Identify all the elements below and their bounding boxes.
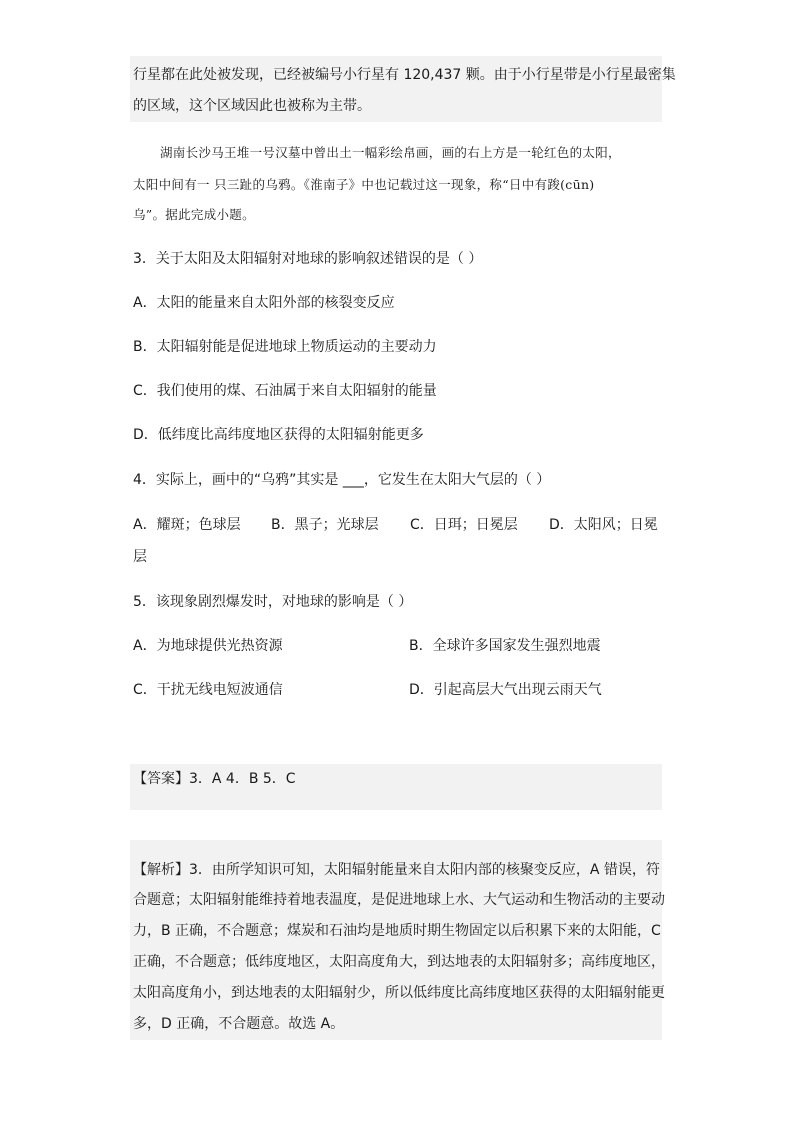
question-3-option-b: B．太阳辐射能是促进地球上物质运动的主要动力: [133, 339, 437, 355]
analysis-line-3: 力，B 正确，不合题意；煤炭和石油均是地质时期生物固定以后积累下来的太阳能，C: [133, 923, 661, 939]
question-4-stem: 4．实际上，画中的“乌鸦”其实是 ___，它发生在太阳大气层的（ ）: [133, 472, 551, 488]
question-5-option-d: D．引起高层大气出现云雨天气: [409, 682, 602, 698]
passage-line-1: 湖南长沙马王堆一号汉墓中曾出土一幅彩绘帛画，画的右上方是一轮红色的太阳，: [160, 145, 621, 160]
question-3-stem: 3．关于太阳及太阳辐射对地球的影响叙述错误的是（ ）: [133, 251, 483, 267]
question-4-option-a: A．耀斑；色球层: [133, 517, 241, 533]
answer-line: 【答案】3．A 4．B 5．C: [133, 771, 296, 787]
analysis-line-5: 太阳高度角小，到达地表的太阳辐射少，所以低纬度比高纬度地区获得的太阳辐射能更: [133, 985, 665, 1001]
question-3-option-d: D．低纬度比高纬度地区获得的太阳辐射能更多: [133, 427, 424, 443]
question-3-option-a: A．太阳的能量来自太阳外部的核裂变反应: [133, 295, 395, 311]
passage-line-2: 太阳中间有一 只三趾的乌鸦。《淮南子》中也记载过这一现象，称“日中有踆(cūn): [133, 177, 595, 192]
intro-line-2: 的区域，这个区域因此也被称为主带。: [133, 98, 371, 114]
question-5-option-b: B．全球许多国家发生强烈地震: [409, 638, 601, 654]
question-4-options-row: [133, 515, 658, 535]
question-4-option-c: C．日珥；日冕层: [410, 517, 518, 533]
question-3-option-c: C．我们使用的煤、石油属于来自太阳辐射的能量: [133, 383, 437, 399]
question-4-option-d: D．太阳风；日冕: [549, 517, 658, 533]
analysis-line-4: 正确，不合题意；低纬度地区，太阳高度角大，到达地表的太阳辐射多；高纬度地区，: [133, 954, 665, 970]
passage-line-3: 乌”。据此完成小题。: [133, 207, 255, 222]
question-4-option-b: B．黑子；光球层: [271, 517, 379, 533]
intro-line-1: 行星都在此处被发现，已经被编号小行星有 120,437 颗。由于小行星带是小行星最密集: [133, 67, 676, 83]
analysis-line-1: 【解析】3．由所学知识可知，太阳辐射能量来自太阳内部的核聚变反应，A 错误，符: [133, 862, 660, 878]
question-5-option-c: C．干扰无线电短波通信: [133, 682, 283, 698]
analysis-line-6: 多，D 正确，不合题意。故选 A。: [133, 1016, 345, 1032]
question-4-option-d-continued: 层: [133, 549, 147, 565]
question-5-option-a: A．为地球提供光热资源: [133, 638, 283, 654]
question-5-stem: 5．该现象剧烈爆发时，对地球的影响是（ ）: [133, 594, 413, 610]
analysis-line-2: 合题意；太阳辐射能维持着地表温度，是促进地球上水、大气运动和生物活动的主要动: [133, 892, 665, 908]
